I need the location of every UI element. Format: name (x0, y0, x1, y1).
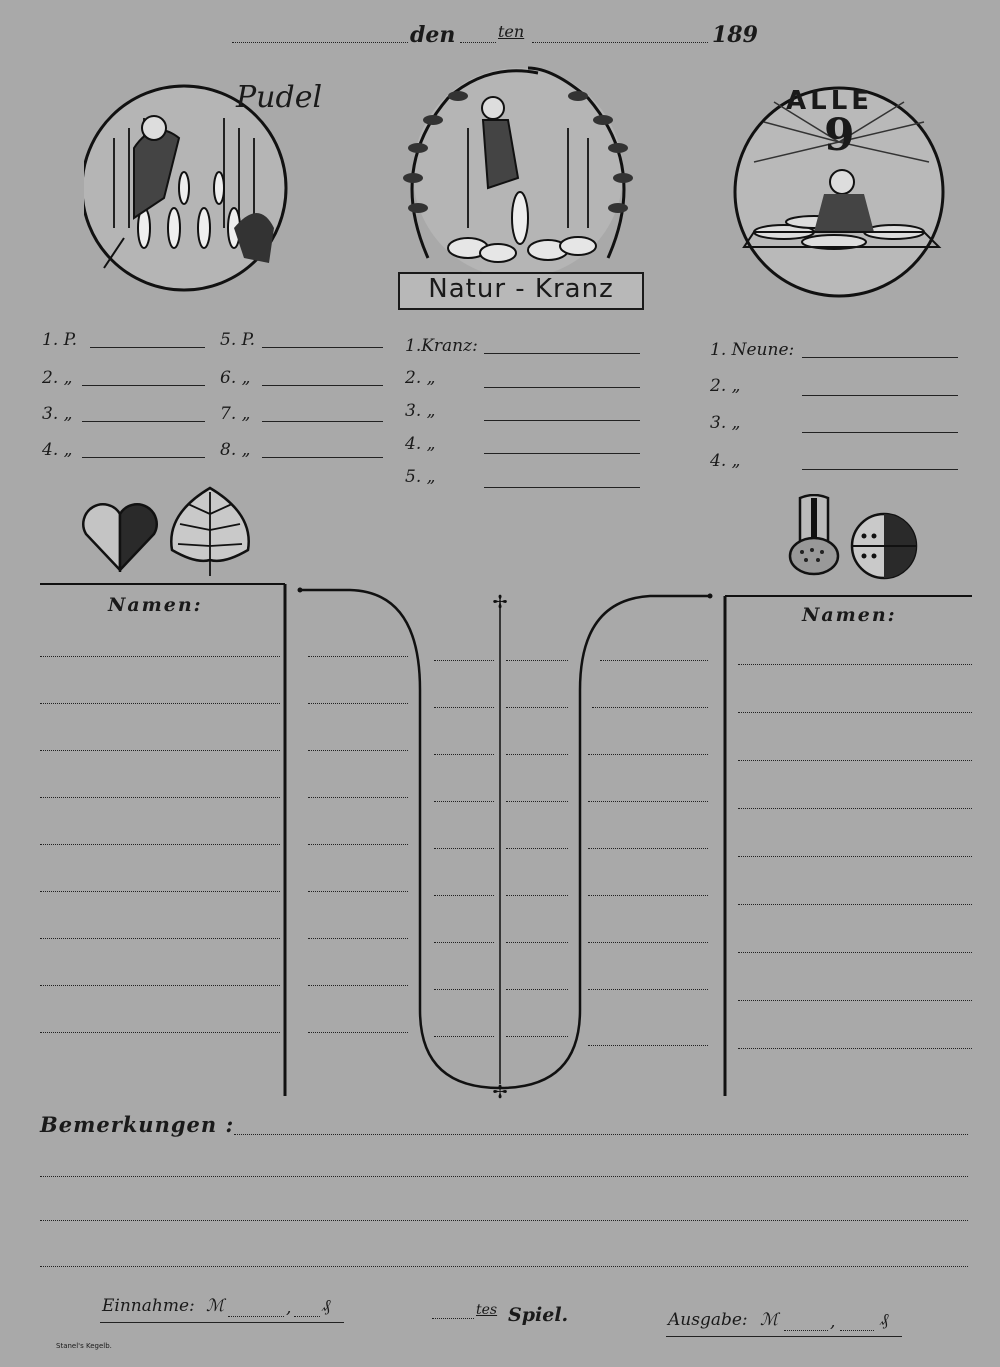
inner-left-score[interactable] (434, 942, 494, 943)
ausgabe-mark: ℳ (760, 1310, 779, 1330)
left-lane-score[interactable] (308, 797, 408, 798)
right-name-row[interactable] (738, 664, 972, 665)
right-name-row[interactable] (738, 952, 972, 953)
kranz-2-label: 2. „ (405, 368, 436, 388)
right-name-row[interactable] (738, 904, 972, 905)
left-lane-score[interactable] (308, 656, 408, 657)
left-lane-score[interactable] (308, 1032, 408, 1033)
pudel-3-label: 3. „ (42, 404, 73, 424)
left-lane-score[interactable] (308, 891, 408, 892)
inner-left-score[interactable] (434, 989, 494, 990)
right-lane-score[interactable] (592, 707, 708, 708)
remarks-line[interactable] (40, 1266, 968, 1267)
inner-right-score[interactable] (506, 660, 568, 661)
ausgabe-mark-field[interactable] (784, 1330, 828, 1331)
inner-left-score[interactable] (434, 848, 494, 849)
inner-right-score[interactable] (506, 989, 568, 990)
inner-left-score[interactable] (434, 895, 494, 896)
right-lane-score[interactable] (588, 1045, 708, 1046)
inner-left-score[interactable] (434, 660, 494, 661)
kranz-4-label: 4. „ (405, 434, 436, 454)
einnahme-label: Einnahme: (102, 1296, 195, 1316)
year-label: 189 (712, 22, 758, 48)
right-name-row[interactable] (738, 808, 972, 809)
left-name-row[interactable] (40, 891, 280, 892)
remarks-line[interactable] (40, 1220, 968, 1221)
kranz-5-label: 5. „ (405, 467, 436, 487)
remarks-line[interactable] (234, 1134, 968, 1135)
inner-right-score[interactable] (506, 848, 568, 849)
right-name-row[interactable] (738, 712, 972, 713)
pudel-1-label: 1. P. (42, 330, 78, 350)
left-lane-score[interactable] (308, 938, 408, 939)
left-name-row[interactable] (40, 1032, 280, 1033)
left-lane-score[interactable] (308, 750, 408, 751)
right-lane-score[interactable] (588, 989, 708, 990)
einnahme-pf-field[interactable] (294, 1316, 320, 1317)
alle-nine: 9 (824, 110, 855, 161)
ausgabe-pf-field[interactable] (840, 1330, 874, 1331)
neune-4-label: 4. „ (710, 451, 741, 471)
inner-right-score[interactable] (506, 707, 568, 708)
inner-left-score[interactable] (434, 1036, 494, 1037)
left-name-row[interactable] (40, 844, 280, 845)
right-name-row[interactable] (738, 760, 972, 761)
spiel-number-field[interactable] (432, 1318, 474, 1319)
pudel-title: Pudel (236, 80, 323, 115)
den-label: den (410, 22, 456, 48)
ausgabe-pf: ₰ (880, 1310, 889, 1330)
right-lane-score[interactable] (588, 848, 708, 849)
inner-right-score[interactable] (506, 801, 568, 802)
inner-right-score[interactable] (506, 754, 568, 755)
inner-right-score[interactable] (506, 895, 568, 896)
pudel-7-label: 7. „ (220, 404, 251, 424)
left-name-row[interactable] (40, 750, 280, 751)
natur-kranz-caption: Natur - Kranz (398, 272, 644, 310)
ausgabe-underline (666, 1336, 902, 1337)
left-lane-score[interactable] (308, 844, 408, 845)
ausgabe-comma: , (830, 1312, 836, 1332)
right-name-row[interactable] (738, 1000, 972, 1001)
left-name-row[interactable] (40, 656, 280, 657)
inner-left-score[interactable] (434, 801, 494, 802)
kranz-3-label: 3. „ (405, 401, 436, 421)
einnahme-mark: ℳ (206, 1296, 225, 1316)
left-names-heading: Namen: (108, 594, 203, 616)
kranz-1-label: 1.Kranz: (405, 336, 478, 356)
right-lane-score[interactable] (588, 942, 708, 943)
left-name-row[interactable] (40, 703, 280, 704)
inner-left-score[interactable] (434, 754, 494, 755)
einnahme-underline (100, 1322, 344, 1323)
alle-label: ALLE (786, 86, 874, 116)
inner-right-score[interactable] (506, 1036, 568, 1037)
right-lane-score[interactable] (588, 801, 708, 802)
einnahme-pf: ₰ (322, 1296, 331, 1316)
right-names-heading: Namen: (802, 604, 897, 626)
pudel-2-label: 2. „ (42, 368, 73, 388)
einnahme-comma: , (286, 1298, 292, 1318)
right-name-row[interactable] (738, 856, 972, 857)
pudel-6-label: 6. „ (220, 368, 251, 388)
svg-text:✢: ✢ (492, 1082, 508, 1103)
pudel-4-label: 4. „ (42, 440, 73, 460)
printer-imprint: Stanel's Kegelb. (56, 1342, 112, 1350)
left-name-row[interactable] (40, 797, 280, 798)
neune-3-label: 3. „ (710, 413, 741, 433)
right-lane-score[interactable] (600, 660, 708, 661)
right-name-row[interactable] (738, 1048, 972, 1049)
left-name-row[interactable] (40, 938, 280, 939)
right-lane-score[interactable] (588, 754, 708, 755)
inner-left-score[interactable] (434, 707, 494, 708)
neune-1-label: 1. Neune: (710, 340, 795, 360)
left-lane-score[interactable] (308, 985, 408, 986)
pudel-5-label: 5. P. (220, 330, 256, 350)
ten-label: ten (498, 22, 525, 41)
right-lane-score[interactable] (588, 895, 708, 896)
neune-2-label: 2. „ (710, 376, 741, 396)
einnahme-mark-field[interactable] (228, 1316, 284, 1317)
svg-text:✢: ✢ (492, 592, 508, 613)
remarks-label: Bemerkungen : (40, 1112, 235, 1137)
pudel-8-label: 8. „ (220, 440, 251, 460)
ausgabe-label: Ausgabe: (668, 1310, 748, 1330)
spiel-label: Spiel. (508, 1304, 569, 1326)
inner-right-score[interactable] (506, 942, 568, 943)
left-lane-score[interactable] (308, 703, 408, 704)
remarks-line[interactable] (40, 1176, 968, 1177)
left-name-row[interactable] (40, 985, 280, 986)
tes-label: tes (476, 1302, 498, 1318)
